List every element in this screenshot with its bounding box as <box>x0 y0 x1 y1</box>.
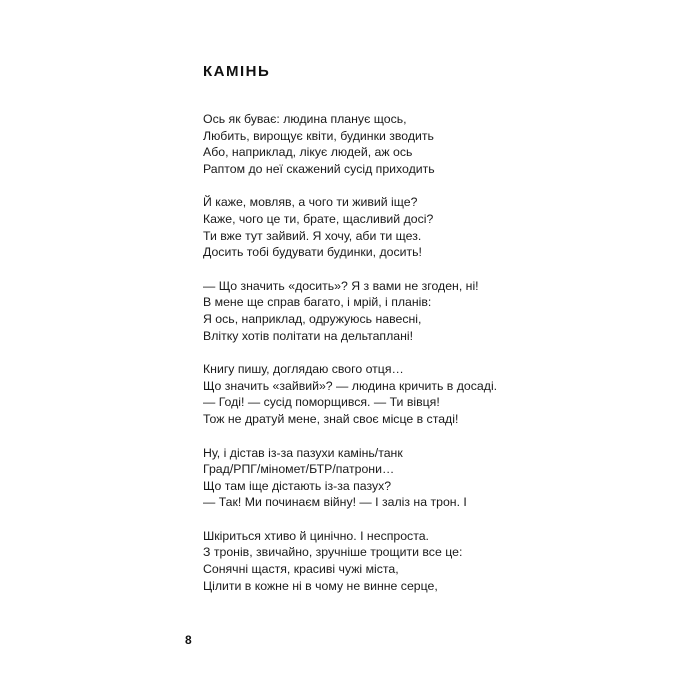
poem-line: Досить тобі будувати будинки, досить! <box>203 245 422 260</box>
stanza <box>203 111 533 177</box>
poem-title: КАМІНЬ <box>203 63 271 80</box>
poem-line: Ти вже тут зайвий. Я хочу, аби ти щез. <box>203 228 422 243</box>
poem-line: Влітку хотів політати на дельтаплані! <box>203 328 414 343</box>
poem-line: Каже, чого це ти, брате, щасливий досі? <box>203 211 434 226</box>
poem-line: Ось як буває: людина планує щось, <box>203 112 407 126</box>
poem-line: Я ось, наприклад, одружуюсь навесні, <box>203 311 422 326</box>
poem-line: Ну, і дістав із-за пазухи камінь/танк <box>203 445 403 460</box>
stanza <box>203 194 533 260</box>
poem-line: Раптом до неї скажений сусід приходить <box>203 161 435 176</box>
poem-line: Сонячні щастя, красиві чужі міста, <box>203 562 399 577</box>
poem-line: Цілити в кожне ні в чому не винне серце, <box>203 578 438 593</box>
poem-line: Шкіриться хтиво й цинічно. І неспроста. <box>203 528 429 543</box>
stanza <box>203 361 533 427</box>
stanza <box>203 445 533 511</box>
poem-line: Й каже, мовляв, а чого ти живий іще? <box>203 195 418 210</box>
poem-line: — Годі! — сусід поморщився. — Ти вівця! <box>203 395 440 410</box>
poem-line: Або, наприклад, лікує людей, аж ось <box>203 145 413 160</box>
stanza <box>203 278 533 344</box>
poem-line: — Так! Ми починаєм війну! — І заліз на трон. І <box>203 495 467 510</box>
page-number: 8 <box>185 633 192 647</box>
stanza <box>203 528 533 594</box>
poem-line: В мене ще справ багато, і мрій, і планів: <box>203 295 432 310</box>
poem-line: Що значить «зайвий»? — людина кричить в досаді. <box>203 378 498 393</box>
poem-line: Тож не дратуй мене, знай своє місце в стаді! <box>203 411 459 426</box>
poem-line: Любить, вирощує квіти, будинки зводить <box>203 128 434 143</box>
poem-line: З тронів, звичайно, зручніше трощити все це: <box>203 545 463 560</box>
poem-line: Град/РПГ/міномет/БТР/патрони… <box>203 462 395 477</box>
poem-line: Що там іще дістають із-за пазух? <box>203 478 392 493</box>
poem-body <box>203 111 533 611</box>
poem-line: — Що значить «досить»? Я з вами не згоден, ні! <box>203 278 479 293</box>
poem-line: Книгу пишу, доглядаю свого отця… <box>203 362 404 377</box>
